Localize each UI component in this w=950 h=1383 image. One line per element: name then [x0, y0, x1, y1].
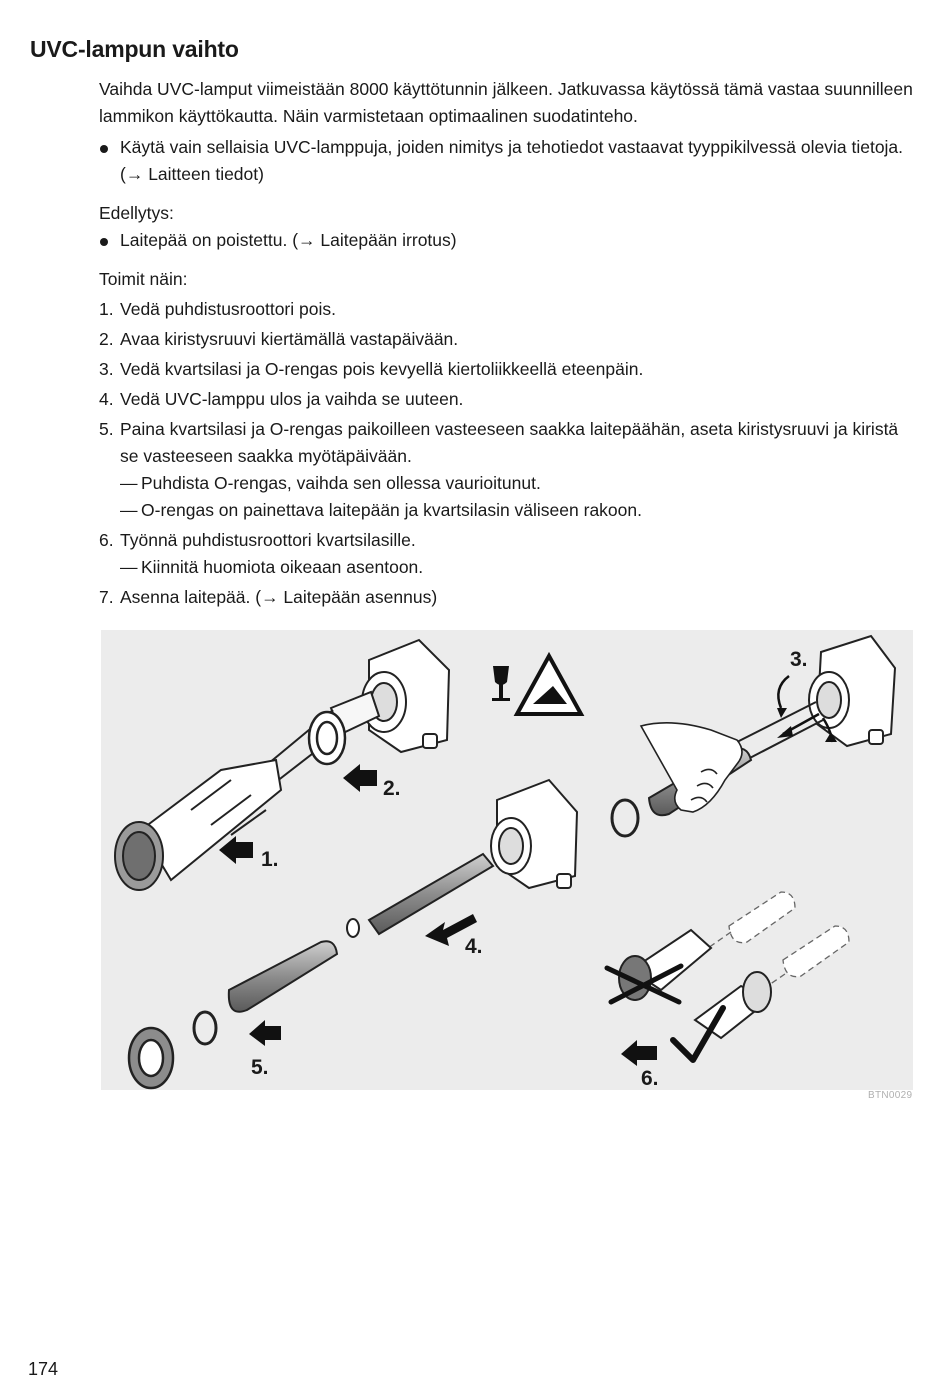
- step-number: 5.: [99, 419, 114, 439]
- note-bullet: [99, 134, 919, 188]
- bullet-dot: [100, 145, 108, 153]
- procedure-heading: Toimit näin:: [99, 269, 188, 289]
- sub-text: O-rengas on painettava laitepään ja kvartsilasin väliseen rakoon.: [141, 500, 642, 520]
- page-title: UVC-lampun vaihto: [30, 36, 239, 62]
- note-text: Käytä vain sellaisia UVC-lamppuja, joiden nimitys ja tehotiedot vastaavat tyyppikilvessä olevia tietoja. (→ Laitteen tiedot): [120, 137, 904, 184]
- dash: —: [120, 500, 138, 520]
- step-number: 7.: [99, 587, 114, 607]
- figure-label-2: 2.: [383, 777, 401, 800]
- figure-label-5: 5.: [251, 1056, 269, 1079]
- step-text: Paina kvartsilasi ja O-rengas paikoilleen vasteeseen saakka laitepäähän, aseta kiristysruuvi ja kiristä se vasteeseen saakka myötäpäivään.: [120, 419, 899, 466]
- figure-label-6: 6.: [641, 1067, 659, 1090]
- step-7: [99, 584, 919, 611]
- prerequisite-heading: Edellytys:: [99, 203, 174, 223]
- clamp-ring-bottom: [129, 1028, 173, 1088]
- lamp-clip: [347, 919, 359, 937]
- step-number: 3.: [99, 359, 114, 379]
- step-3: [99, 356, 919, 383]
- dash: —: [120, 473, 138, 493]
- intro-paragraph: Vaihda UVC-lamput viimeistään 8000 käyttötunnin jälkeen. Jatkuvassa käytössä tämä vastaa suunnilleen lammikon käyttökautta. Näin varmistetaan optimaalinen suodatinteho.: [99, 79, 913, 126]
- step-text: Vedä puhdistusroottori pois.: [120, 299, 336, 319]
- sub-text: Puhdista O-rengas, vaihda sen ollessa vaurioitunut.: [141, 473, 541, 493]
- figure-code: BTN0029: [868, 1090, 913, 1101]
- step-number: 1.: [99, 299, 114, 319]
- page-number: 174: [28, 1359, 59, 1379]
- step-text: Vedä kvartsilasi ja O-rengas pois kevyellä kiertoliikkeellä eteenpäin.: [120, 359, 644, 379]
- uvc-lamp-replacement-figure: [101, 630, 913, 1090]
- bullet-dot: [100, 238, 108, 246]
- step-5-sub-2: [99, 497, 919, 524]
- step-text: Avaa kiristysruuvi kiertämällä vastapäivään.: [120, 329, 459, 349]
- step-5: [99, 416, 919, 470]
- step-text: Vedä UVC-lamppu ulos ja vaihda se uuteen.: [120, 389, 464, 409]
- figure-label-4: 4.: [465, 935, 483, 958]
- prerequisite-text: Laitepää on poistettu. (→ Laitepään irrotus): [120, 230, 457, 250]
- step-2: [99, 326, 919, 353]
- step-number: 6.: [99, 530, 114, 550]
- step-6: [99, 527, 919, 554]
- step-number: 4.: [99, 389, 114, 409]
- step-1: [99, 296, 919, 323]
- step-4: [99, 386, 919, 413]
- figure-label-1: 1.: [261, 848, 279, 871]
- prerequisite-bullet: [99, 227, 919, 254]
- step-6-sub-1: [99, 554, 919, 581]
- head-unit-top-left: [362, 640, 449, 752]
- step-text: Asenna laitepää. (→ Laitepään asennus): [120, 587, 438, 607]
- dash: —: [120, 557, 138, 577]
- clamp-ring-top: [309, 712, 345, 764]
- step-5-sub-1: [99, 470, 919, 497]
- step-text: Työnnä puhdistusroottori kvartsilasille.: [120, 530, 416, 550]
- instructions: [99, 76, 919, 611]
- sub-text: Kiinnitä huomiota oikeaan asentoon.: [141, 557, 424, 577]
- figure-label-3: 3.: [790, 648, 808, 671]
- step-number: 2.: [99, 329, 114, 349]
